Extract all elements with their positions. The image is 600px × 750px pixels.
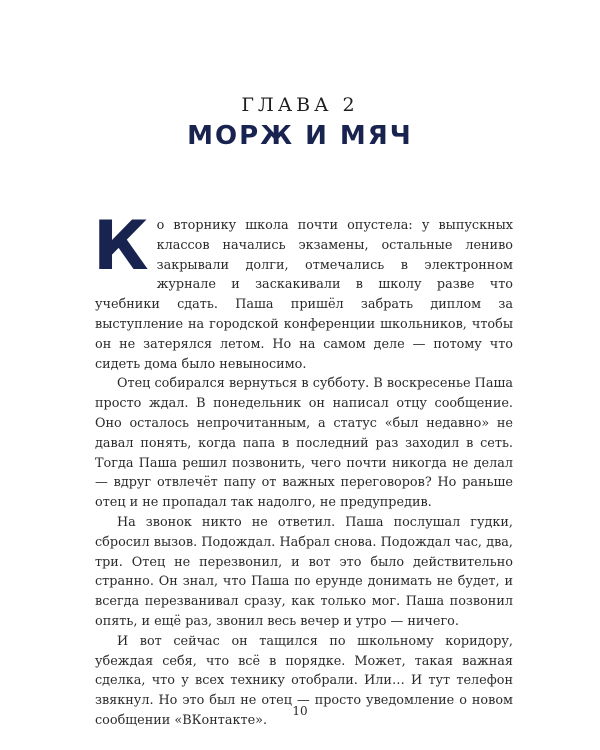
chapter-title: МОРЖ И МЯЧ [187,121,413,151]
paragraph-1 [93,207,513,374]
page-number: 10 [292,704,308,718]
paragraph-1-text: о вторнику школа почти опустела: у выпускных классов начались экзамены, остальные лениво закрывали долги, отмечались в электронном журнале и заскакивали в школу разве что учебники сдать. Паша пришёл забрать диплом за выступление на городской конференции школьников, чтобы он не затерялся летом. Но на самом деле — потому что сидеть дома было невыносимо. [95,218,513,372]
chapter-label: ГЛАВА 2 [241,94,359,116]
paragraph-3: На звонок никто не ответил. Паша послушал гудки, сбросил вызов. Подождал. Набрал снова. Подождал час, два, три. Отец не перезвонил, и вот это было действительно странно. Он знал, что Паша по ерунде донимать не будет, и всегда перезванивал сразу, как только мог. Паша позвонил опять, и ещё раз, звонил весь вечер и утро — ничего. [95,514,513,629]
paragraph-4: И вот сейчас он тащился по школьному коридору, убеждая себя, что всё в порядке. Может, такая важная сделка, что у всех технику отобрали. Или… И тут телефон звякнул. Но это был не отец — просто уведомление о новом сообщении «ВКонтакте». [95,633,513,728]
body-text [93,207,513,731]
paragraph-2: Отец собирался вернуться в субботу. В воскресенье Паша просто ждал. В понедельник он написал отцу сообщение. Оно осталось непрочитанным, а статус «был недавно» не давал понять, когда папа в последний раз заходил в сеть. Тогда Паша решил позвонить, чего почти никогда не делал — вдруг отвлечёт папу от важных переговоров? Но раньше отец и не пропадал так надолго, не предупредив. [95,376,513,511]
drop-cap: К [93,207,149,286]
